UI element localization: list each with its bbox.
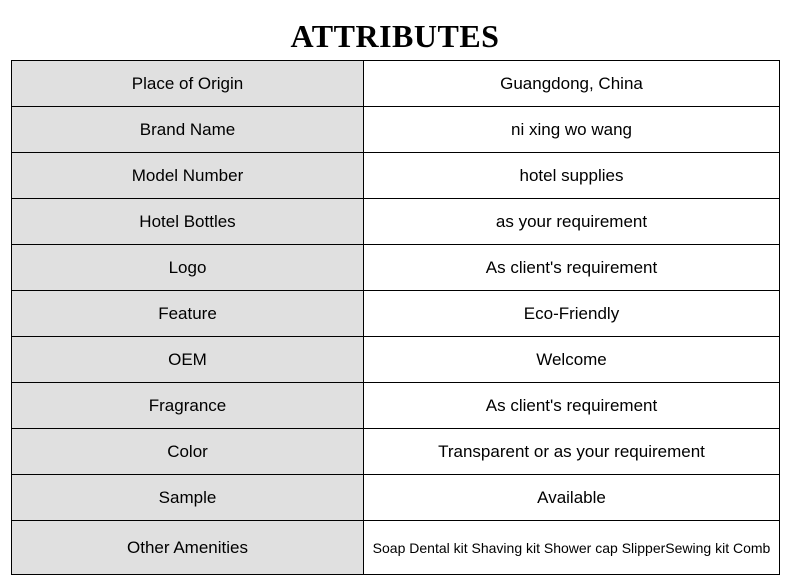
table-row: [12, 291, 780, 337]
table-row: [12, 199, 780, 245]
attribute-name-cell: Sample: [12, 475, 364, 521]
attribute-name-cell: Model Number: [12, 153, 364, 199]
table-row: [12, 383, 780, 429]
attribute-name-cell: Feature: [12, 291, 364, 337]
attribute-value-cell: Transparent or as your requirement: [364, 429, 780, 475]
table-row: [12, 153, 780, 199]
table-row: [12, 475, 780, 521]
table-row: [12, 245, 780, 291]
attribute-name-cell: Hotel Bottles: [12, 199, 364, 245]
attribute-value-cell: Welcome: [364, 337, 780, 383]
attribute-value-cell: as your requirement: [364, 199, 780, 245]
attribute-name-cell: Place of Origin: [12, 61, 364, 107]
attribute-name-cell: Logo: [12, 245, 364, 291]
attribute-name-cell: Fragrance: [12, 383, 364, 429]
table-row: [12, 429, 780, 475]
attributes-table: [11, 60, 780, 575]
page-title: ATTRIBUTES: [290, 18, 500, 54]
table-row: [12, 107, 780, 153]
attribute-name-cell: Other Amenities: [12, 521, 364, 575]
table-row: [12, 337, 780, 383]
attribute-value-cell: ni xing wo wang: [364, 107, 780, 153]
attribute-name-cell: Brand Name: [12, 107, 364, 153]
attribute-value-cell: Available: [364, 475, 780, 521]
table-row: [12, 61, 780, 107]
attribute-value-cell: As client's requirement: [364, 245, 780, 291]
attribute-name-cell: OEM: [12, 337, 364, 383]
attribute-value-cell: As client's requirement: [364, 383, 780, 429]
attribute-name-cell: Color: [12, 429, 364, 475]
table-row: [12, 521, 780, 575]
attribute-value-cell: Guangdong, China: [364, 61, 780, 107]
attribute-value-cell: Eco-Friendly: [364, 291, 780, 337]
attribute-value-cell: hotel supplies: [364, 153, 780, 199]
attribute-value-cell: Soap Dental kit Shaving kit Shower cap SlipperSewing kit Comb: [364, 521, 780, 575]
